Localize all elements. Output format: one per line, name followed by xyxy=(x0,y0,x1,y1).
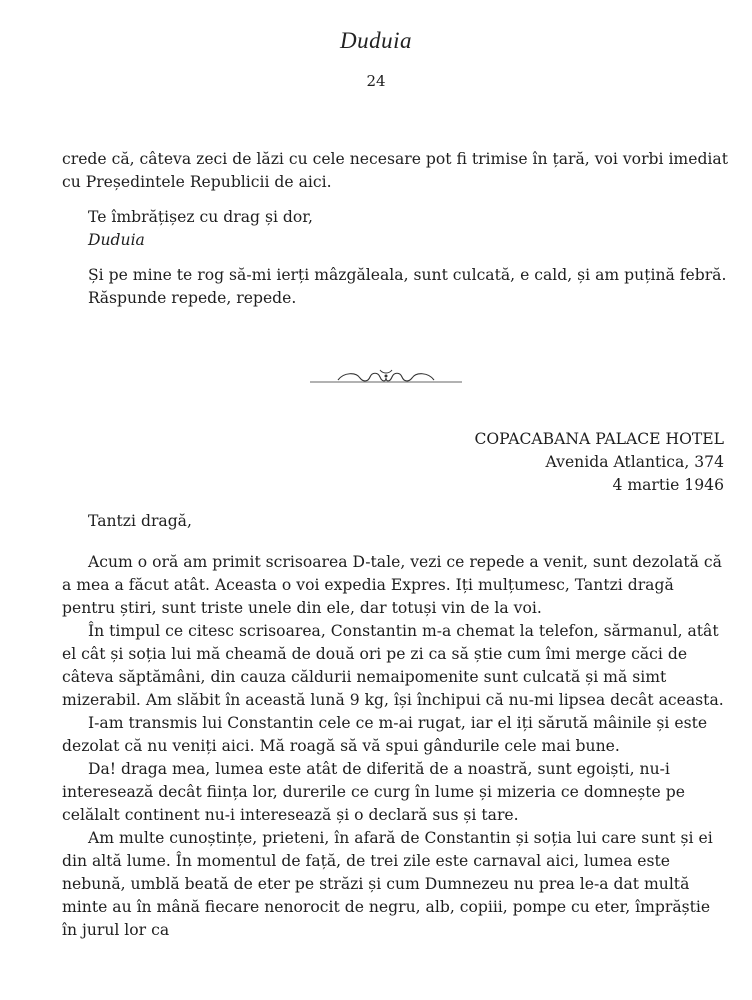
page-number: 24 xyxy=(366,72,386,90)
letter-paragraph-5: Am multe cunoștințe, prieteni, în afară de Constantin și soția lui care sunt și ei din altă lume. În momentul de față, de trei zile este carnaval aici, lumea este nebună, umblă beată de eter pe străzi și cum Dumnezeu nu prea le-a dat multă minte au în mână fiecare nenorocit de negru, alb, copiii, pompe cu eter, împrăștie în jurul lor ca xyxy=(62,829,713,939)
paragraph-continuation: crede că, câteva zeci de lăzi cu cele necesare pot fi trimise în țară, voi vorbi imediat cu Președintele Republicii de aici. xyxy=(62,150,728,191)
hotel-name: COPACABANA PALACE HOTEL xyxy=(474,430,724,448)
top-text-block xyxy=(62,148,728,310)
letter-paragraph-1: Acum o oră am primit scrisoarea D-tale, vezi ce repede a venit, sunt dezolată că a mea a făcut atât. Aceasta o voi expedia Expres. Iți mulțumesc, Tantzi dragă pentru știri, sunt triste unele din ele, dar totuși vin de la voi. xyxy=(62,553,722,617)
postscript-line-1: Și pe mine te rog să-mi ierți mâzgăleala, sunt culcată, e cald, și am puțină febră. xyxy=(88,266,727,284)
hotel-street: Avenida Atlantica, 374 xyxy=(545,453,724,471)
letter-paragraph-3: I-am transmis lui Constantin cele ce m-ai rugat, iar el iți sărută mâinile și este dezolat că nu veniți aici. Mă roagă să vă spui gândurile cele mai bune. xyxy=(62,714,708,755)
running-header xyxy=(0,28,752,90)
running-title: Duduia xyxy=(340,28,412,53)
letter-paragraph-2: În timpul ce citesc scrisoarea, Constantin m-a chemat la telefon, sărmanul, atât el cât și soția lui mă cheamă de două ori pe zi ca să știe cum îmi merge căci de câteva săptămâni, din cauza căldurii nemaipomenite sunt culcată și mă simt mizerabil. Am slăbit în această lună 9 kg, își închipui că nu-mi lipsea decât aceasta. xyxy=(62,622,724,709)
letter-paragraph-4: Da! draga mea, lumea este atât de diferită de a noastră, sunt egoiști, nu-i interesează decât ființa lor, durerile ce curg în lume și mizeria ce domnește pe celălalt continent nu-i interesează și o declară sus și tare. xyxy=(62,760,685,824)
letter-address xyxy=(474,428,724,497)
ornament-divider-icon xyxy=(306,366,466,388)
letter-date: 4 martie 1946 xyxy=(612,476,724,494)
signature: Duduia xyxy=(88,231,145,249)
closing-line: Te îmbrățișez cu drag și dor, xyxy=(88,208,313,226)
letter-body xyxy=(62,510,728,942)
postscript-line-2: Răspunde repede, repede. xyxy=(88,289,297,307)
salutation: Tantzi dragă, xyxy=(88,512,192,530)
